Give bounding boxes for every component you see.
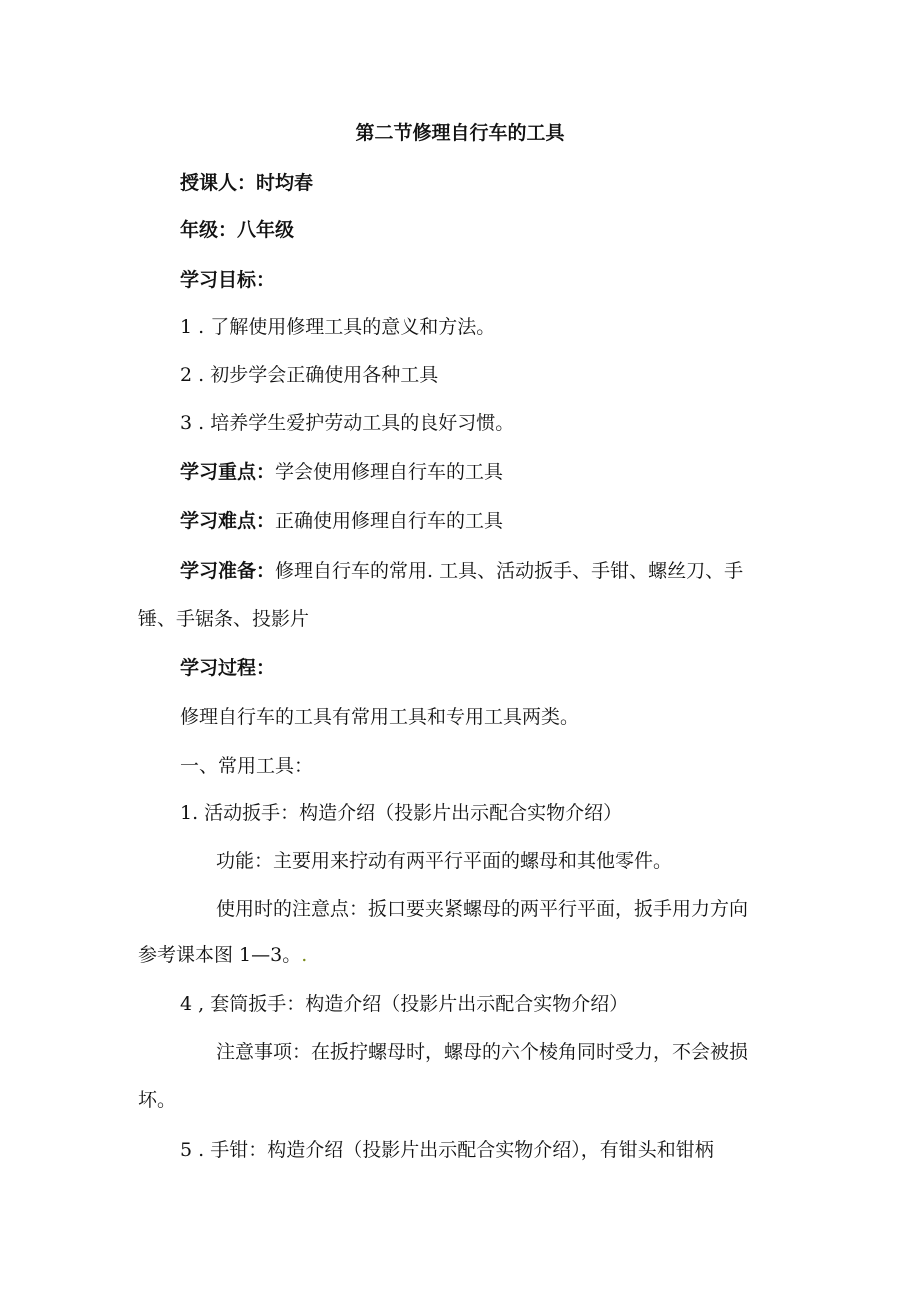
- grade-line: [180, 218, 294, 242]
- attention-continuation: 坏。: [138, 1089, 177, 1111]
- preparation-value: 修理自行车的常用. 工具、活动扳手、手钳、螺丝刀、手: [275, 560, 744, 582]
- key-point-line: [180, 460, 503, 484]
- section-heading: 一、常用工具：: [180, 755, 314, 777]
- difficulty-label: 学习难点：: [180, 510, 276, 532]
- process-heading: 学习过程：: [180, 657, 276, 679]
- notes-text: 使用时的注意点：扳口要夹紧螺母的两平行平面，扳手用力方向: [216, 898, 749, 920]
- objective-item: 2 . 初步学会正确使用各种工具: [180, 364, 439, 386]
- key-point-label: 学习重点：: [180, 461, 276, 483]
- objective-item: 3 . 培养学生爱护劳动工具的良好习惯。: [180, 412, 515, 434]
- objectives-heading: 学习目标：: [180, 269, 276, 291]
- preparation-line: [180, 559, 743, 583]
- teacher-label: 授课人：: [180, 172, 257, 194]
- stray-dot: .: [301, 944, 308, 966]
- item-adjustable-wrench: 1. 活动扳手：构造介绍（投影片出示配合实物介绍）: [180, 802, 623, 824]
- teacher-line: [180, 171, 313, 195]
- attention-text: 注意事项：在扳拧螺母时，螺母的六个棱角同时受力，不会被损: [216, 1041, 749, 1063]
- difficulty-line: [180, 509, 503, 533]
- grade-label: 年级：: [180, 219, 238, 241]
- preparation-continuation: 锤、手锯条、投影片: [138, 608, 310, 630]
- teacher-name: 时均春: [256, 172, 314, 194]
- preparation-label: 学习准备：: [180, 560, 276, 582]
- objective-item: 1 . 了解使用修理工具的意义和方法。: [180, 316, 496, 338]
- notes-continuation: [138, 943, 307, 967]
- item-socket-wrench: 4 , 套筒扳手：构造介绍（投影片出示配合实物介绍）: [180, 993, 629, 1015]
- difficulty-value: 正确使用修理自行车的工具: [275, 510, 504, 532]
- key-point-value: 学会使用修理自行车的工具: [275, 461, 504, 483]
- item-pliers: 5 . 手钳：构造介绍（投影片出示配合实物介绍），有钳头和钳柄: [180, 1139, 714, 1161]
- function-text: 功能：主要用来拧动有两平行平面的螺母和其他零件。: [216, 850, 673, 872]
- page-title: 第二节修理自行车的工具: [355, 122, 565, 144]
- notes-continuation-text: 参考课本图 1—3。: [138, 944, 302, 966]
- intro-paragraph: 修理自行车的工具有常用工具和专用工具两类。: [180, 706, 580, 728]
- grade-value: 八年级: [237, 219, 295, 241]
